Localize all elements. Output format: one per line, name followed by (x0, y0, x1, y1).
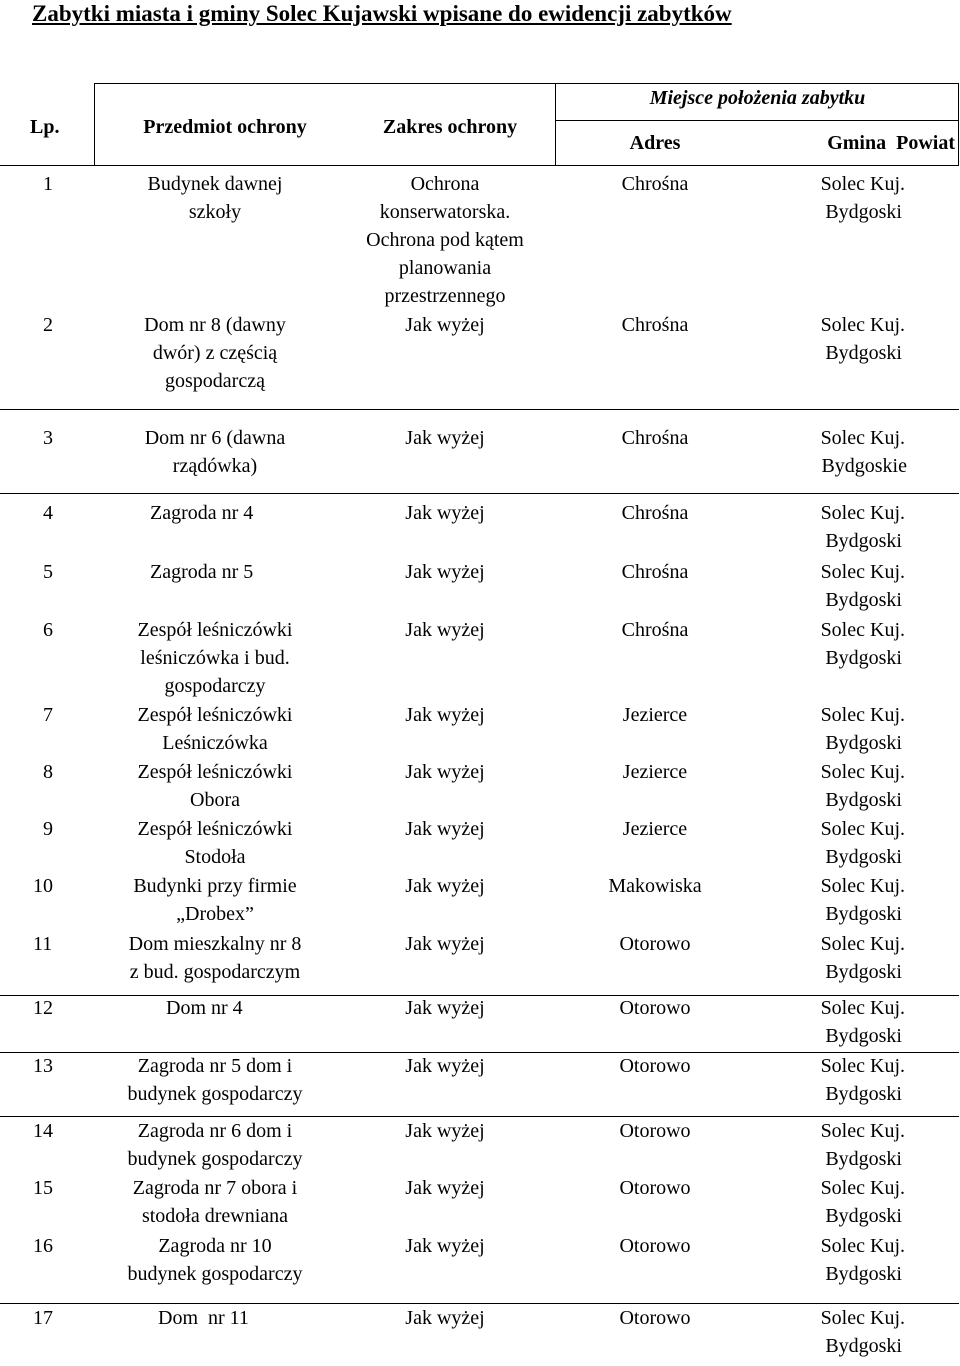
row-15-przedmiot: Zagroda nr 7 obora i stodoła drewniana (132, 1177, 298, 1227)
row-3-powiat: Bydgoskie (821, 455, 907, 477)
row-9-adres: Jezierce (622, 818, 688, 840)
row-2-powiat: Bydgoski (825, 342, 902, 364)
row-2-przedmiot: Dom nr 8 (dawny dwór) z częścią gospodarczą (144, 314, 286, 392)
row-17-zakres: Jak wyżej (405, 1307, 485, 1329)
row-7-zakres: Jak wyżej (405, 704, 485, 726)
header-border-bottom (0, 165, 959, 166)
row-4-zakres: Jak wyżej (405, 502, 485, 524)
row-2-lp: 2 (43, 314, 53, 336)
row-15-powiat: Bydgoski (825, 1205, 902, 1227)
row-16-adres: Otorowo (619, 1235, 691, 1257)
row-1-gmina: Solec Kuj. (820, 173, 905, 195)
row-7-lp: 7 (43, 704, 53, 726)
row-14-zakres: Jak wyżej (405, 1120, 485, 1142)
row-13-zakres: Jak wyżej (405, 1055, 485, 1077)
row-9-przedmiot: Zespół leśniczówki Stodoła (137, 818, 293, 868)
row-15-gmina: Solec Kuj. (820, 1177, 905, 1199)
row-14-lp: 14 (33, 1120, 53, 1142)
row-10-adres: Makowiska (608, 875, 702, 897)
row-5-adres: Chrośna (621, 561, 689, 583)
header-gmina-powiat: Gmina Powiat (827, 132, 955, 154)
row-10-zakres: Jak wyżej (405, 875, 485, 897)
row-15-zakres: Jak wyżej (405, 1177, 485, 1199)
row-12-powiat: Bydgoski (825, 1025, 902, 1047)
row-10-gmina: Solec Kuj. (820, 875, 905, 897)
row-11-lp: 11 (33, 933, 53, 955)
row-7-przedmiot: Zespół leśniczówki Leśniczówka (137, 704, 293, 754)
row-5-przedmiot: Zagroda nr 5 (150, 561, 254, 583)
row-10-przedmiot: Budynki przy firmie „Drobex” (133, 875, 297, 925)
row-3-gmina: Solec Kuj. (820, 427, 905, 449)
header-border-right (958, 83, 959, 166)
row-4-adres: Chrośna (621, 502, 689, 524)
row-14-powiat: Bydgoski (825, 1148, 902, 1170)
row-3-lp: 3 (43, 427, 53, 449)
row-separator (0, 409, 959, 410)
row-11-zakres: Jak wyżej (405, 933, 485, 955)
row-6-adres: Chrośna (621, 619, 689, 641)
row-17-gmina: Solec Kuj. (820, 1307, 905, 1329)
row-1-adres: Chrośna (621, 173, 689, 195)
row-8-powiat: Bydgoski (825, 789, 902, 811)
row-12-przedmiot: Dom nr 4 (166, 997, 243, 1019)
row-11-powiat: Bydgoski (825, 961, 902, 983)
row-14-adres: Otorowo (619, 1120, 691, 1142)
header-przedmiot: Przedmiot ochrony (143, 116, 307, 138)
row-6-zakres: Jak wyżej (405, 619, 485, 641)
row-13-gmina: Solec Kuj. (820, 1055, 905, 1077)
row-2-gmina: Solec Kuj. (820, 314, 905, 336)
row-1-przedmiot: Budynek dawnej szkoły (147, 173, 283, 223)
row-6-gmina: Solec Kuj. (820, 619, 905, 641)
row-7-powiat: Bydgoski (825, 732, 902, 754)
row-13-lp: 13 (33, 1055, 53, 1077)
row-14-przedmiot: Zagroda nr 6 dom i budynek gospodarczy (127, 1120, 303, 1170)
row-17-adres: Otorowo (619, 1307, 691, 1329)
row-17-powiat: Bydgoski (825, 1335, 902, 1357)
row-17-przedmiot: Dom nr 11 (158, 1307, 249, 1329)
header-border-location (555, 83, 556, 166)
row-1-lp: 1 (43, 173, 53, 195)
row-1-zakres: Ochrona konserwatorska. Ochrona pod kątem planowania przestrzennego (366, 173, 524, 307)
row-8-gmina: Solec Kuj. (820, 761, 905, 783)
row-4-lp: 4 (43, 502, 53, 524)
row-13-powiat: Bydgoski (825, 1083, 902, 1105)
row-13-adres: Otorowo (619, 1055, 691, 1077)
row-6-przedmiot: Zespół leśniczówki leśniczówka i bud. gospodarczy (137, 619, 293, 697)
row-17-lp: 17 (33, 1307, 53, 1329)
row-2-zakres: Jak wyżej (405, 314, 485, 336)
row-7-adres: Jezierce (622, 704, 688, 726)
header-lp: Lp. (30, 116, 60, 138)
header-border-left (94, 83, 95, 166)
row-9-zakres: Jak wyżej (405, 818, 485, 840)
row-6-lp: 6 (43, 619, 53, 641)
row-5-powiat: Bydgoski (825, 589, 902, 611)
row-5-lp: 5 (43, 561, 53, 583)
row-3-przedmiot: Dom nr 6 (dawna rządówka) (144, 427, 286, 477)
header-adres: Adres (629, 132, 681, 154)
row-7-gmina: Solec Kuj. (820, 704, 905, 726)
row-11-adres: Otorowo (619, 933, 691, 955)
row-12-lp: 12 (33, 997, 53, 1019)
row-5-gmina: Solec Kuj. (820, 561, 905, 583)
row-12-zakres: Jak wyżej (405, 997, 485, 1019)
row-16-powiat: Bydgoski (825, 1263, 902, 1285)
row-10-lp: 10 (33, 875, 53, 897)
row-3-adres: Chrośna (621, 427, 689, 449)
row-9-lp: 9 (43, 818, 53, 840)
row-13-przedmiot: Zagroda nr 5 dom i budynek gospodarczy (127, 1055, 303, 1105)
row-16-gmina: Solec Kuj. (820, 1235, 905, 1257)
header-zakres: Zakres ochrony (382, 116, 518, 138)
row-15-adres: Otorowo (619, 1177, 691, 1199)
row-14-gmina: Solec Kuj. (820, 1120, 905, 1142)
row-3-zakres: Jak wyżej (405, 427, 485, 449)
row-15-lp: 15 (33, 1177, 53, 1199)
row-4-powiat: Bydgoski (825, 530, 902, 552)
row-11-gmina: Solec Kuj. (820, 933, 905, 955)
row-8-lp: 8 (43, 761, 53, 783)
row-6-powiat: Bydgoski (825, 647, 902, 669)
row-16-przedmiot: Zagroda nr 10 budynek gospodarczy (127, 1235, 303, 1285)
row-2-adres: Chrośna (621, 314, 689, 336)
row-16-lp: 16 (33, 1235, 53, 1257)
row-12-adres: Otorowo (619, 997, 691, 1019)
row-11-przedmiot: Dom mieszkalny nr 8 z bud. gospodarczym (128, 933, 302, 983)
document-title: Zabytki miasta i gminy Solec Kujawski wpisane do ewidencji zabytków (32, 1, 732, 26)
row-9-powiat: Bydgoski (825, 846, 902, 868)
row-4-przedmiot: Zagroda nr 4 (150, 502, 254, 524)
row-8-przedmiot: Zespół leśniczówki Obora (137, 761, 293, 811)
row-12-gmina: Solec Kuj. (820, 997, 905, 1019)
row-separator (0, 493, 959, 494)
header-border-subheader (555, 120, 959, 121)
row-8-adres: Jezierce (622, 761, 688, 783)
row-16-zakres: Jak wyżej (405, 1235, 485, 1257)
row-10-powiat: Bydgoski (825, 903, 902, 925)
row-4-gmina: Solec Kuj. (820, 502, 905, 524)
row-9-gmina: Solec Kuj. (820, 818, 905, 840)
row-8-zakres: Jak wyżej (405, 761, 485, 783)
header-miejsce: Miejsce położenia zabytku (649, 87, 866, 109)
row-5-zakres: Jak wyżej (405, 561, 485, 583)
row-1-powiat: Bydgoski (825, 201, 902, 223)
